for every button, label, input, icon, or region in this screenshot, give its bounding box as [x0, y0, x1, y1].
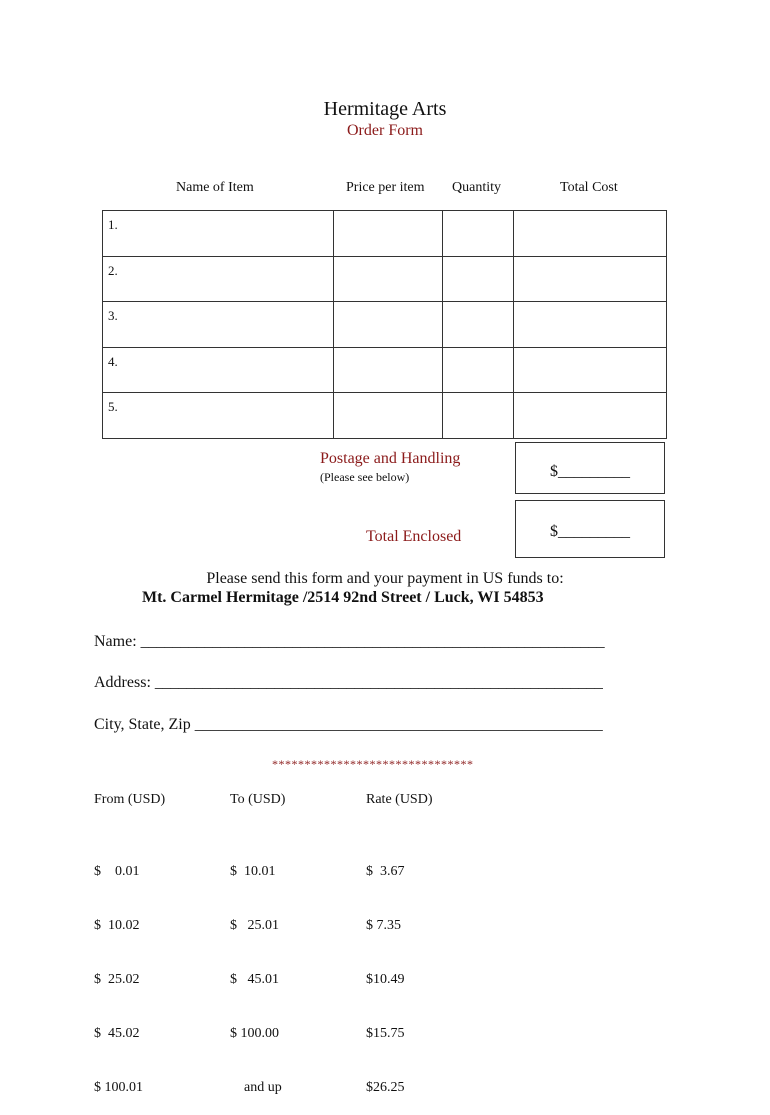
name-field[interactable]: Name: __________________________________________________________ — [94, 633, 605, 650]
quantity-cell[interactable] — [443, 302, 514, 348]
quantity-cell[interactable] — [443, 393, 514, 439]
postage-amount-box[interactable] — [515, 442, 665, 494]
postage-amount-blank: $_________ — [550, 463, 630, 480]
price-cell[interactable] — [333, 393, 443, 439]
form-title: Hermitage Arts — [323, 98, 447, 120]
rate-value: $ 3.67 — [366, 864, 405, 879]
rate-value: $10.49 — [366, 972, 405, 987]
rate-from-value: $ 10.02 — [94, 918, 140, 933]
column-header-total-cost: Total Cost — [560, 180, 618, 195]
quantity-cell[interactable] — [443, 256, 514, 302]
postage-label: Postage and Handling — [320, 450, 461, 467]
mailing-instruction: Please send this form and your payment in US funds to: — [206, 570, 564, 587]
rate-from-value: $ 25.02 — [94, 972, 140, 987]
rate-from-value: $ 0.01 — [94, 864, 140, 879]
rate-to-value: and up — [230, 1080, 282, 1095]
form-subtitle: Order Form — [347, 122, 423, 139]
order-items-table — [102, 210, 667, 439]
table-row — [103, 393, 667, 439]
item-name-cell[interactable]: 1. — [103, 211, 334, 257]
rate-value: $ 7.35 — [366, 918, 401, 933]
total-enclosed-label: Total Enclosed — [366, 528, 462, 545]
total-cost-cell[interactable] — [514, 347, 667, 393]
rate-to-value: $ 10.01 — [230, 864, 276, 879]
rate-header-from: From (USD) — [94, 792, 166, 807]
rate-to-value: $ 100.00 — [230, 1026, 279, 1041]
rate-to-column — [230, 827, 282, 1115]
item-name-cell[interactable]: 2. — [103, 256, 334, 302]
table-row — [103, 347, 667, 393]
rate-value: $15.75 — [366, 1026, 405, 1041]
postage-note: (Please see below) — [320, 470, 410, 484]
rate-header-to: To (USD) — [230, 792, 286, 807]
rate-to-value: $ 25.01 — [230, 918, 279, 933]
rate-from-value: $ 100.01 — [94, 1080, 143, 1095]
table-row — [103, 211, 667, 257]
quantity-cell[interactable] — [443, 211, 514, 257]
rate-to-value: $ 45.01 — [230, 972, 279, 987]
address-field[interactable]: Address: ________________________________________________________ — [94, 674, 603, 691]
total-enclosed-box[interactable] — [515, 500, 665, 558]
separator: ******************************* — [272, 757, 474, 771]
price-cell[interactable] — [333, 256, 443, 302]
total-cost-cell[interactable] — [514, 302, 667, 348]
rate-value-column — [366, 827, 405, 1115]
price-cell[interactable] — [333, 211, 443, 257]
item-name-cell[interactable]: 3. — [103, 302, 334, 348]
total-cost-cell[interactable] — [514, 256, 667, 302]
rate-value: $26.25 — [366, 1080, 405, 1095]
price-cell[interactable] — [333, 347, 443, 393]
rate-header-rate: Rate (USD) — [366, 792, 433, 807]
rate-from-column — [94, 827, 143, 1115]
table-row — [103, 256, 667, 302]
column-header-price: Price per item — [346, 180, 425, 195]
rate-from-value: $ 45.02 — [94, 1026, 140, 1041]
mailing-address: Mt. Carmel Hermitage /2514 92nd Street / Luck, WI 54853 — [142, 589, 544, 606]
city-state-zip-field[interactable]: City, State, Zip ___________________________________________________ — [94, 716, 603, 733]
item-name-cell[interactable]: 4. — [103, 347, 334, 393]
total-cost-cell[interactable] — [514, 211, 667, 257]
column-header-quantity: Quantity — [452, 180, 501, 195]
total-enclosed-blank: $_________ — [550, 523, 630, 540]
quantity-cell[interactable] — [443, 347, 514, 393]
column-header-item-name: Name of Item — [176, 180, 254, 195]
item-name-cell[interactable]: 5. — [103, 393, 334, 439]
table-row — [103, 302, 667, 348]
price-cell[interactable] — [333, 302, 443, 348]
total-cost-cell[interactable] — [514, 393, 667, 439]
